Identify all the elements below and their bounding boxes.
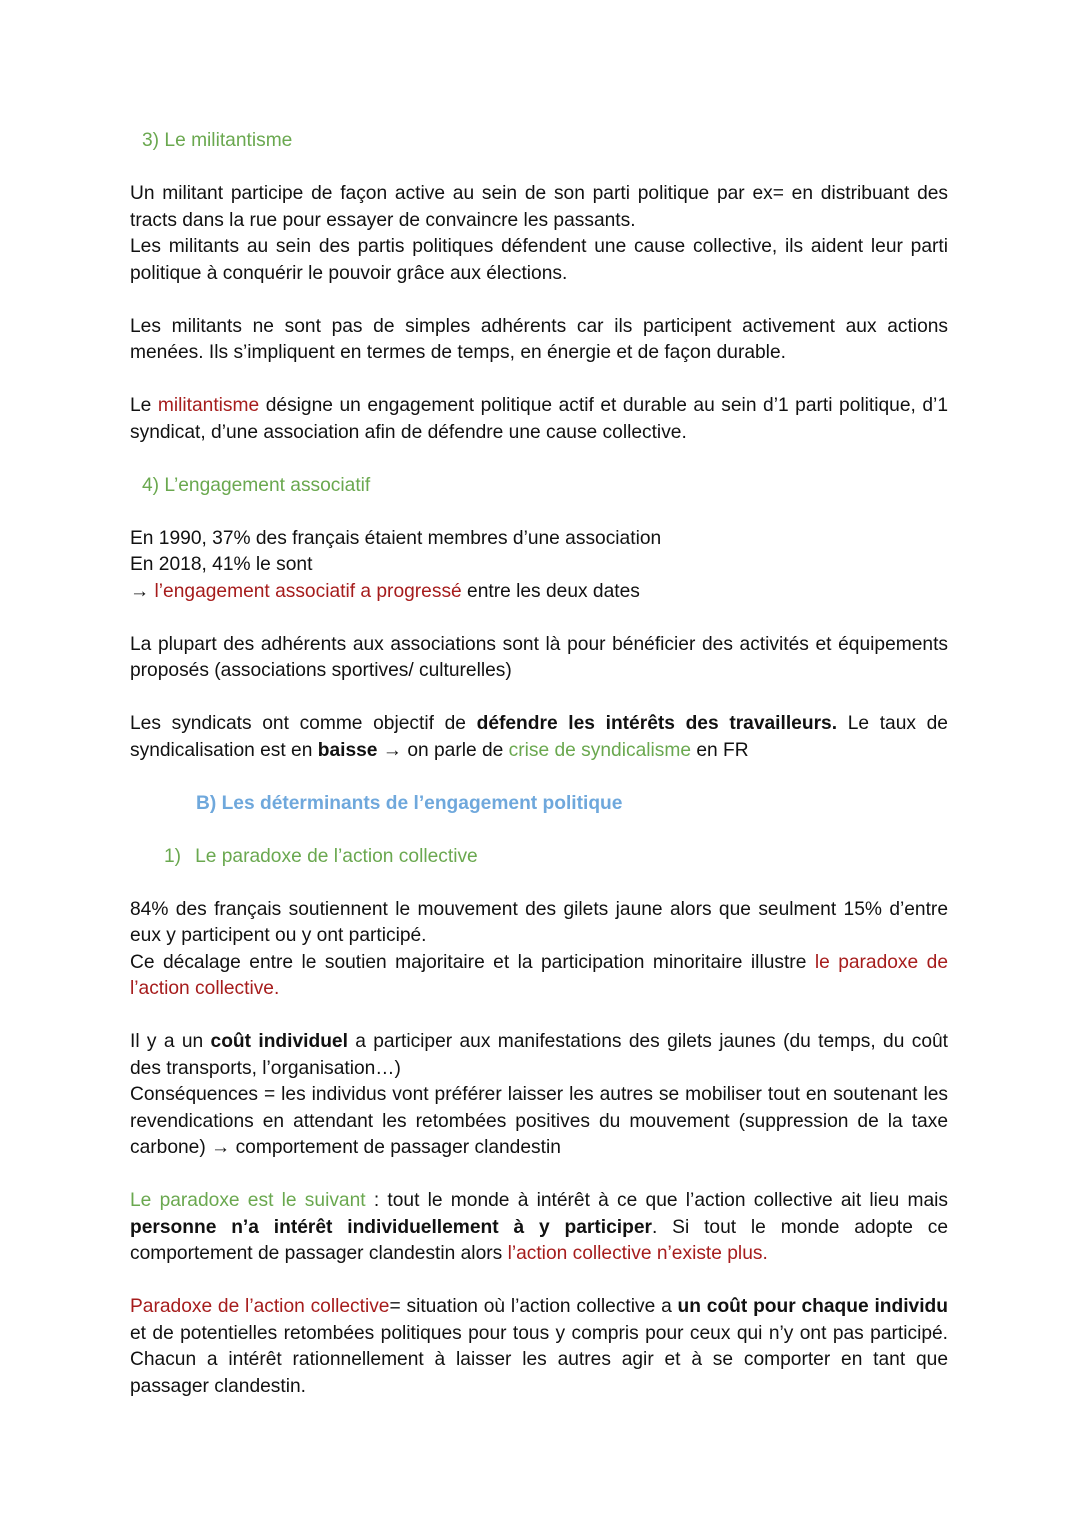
bold-personne-interet: personne n’a intérêt individuellement à y participer xyxy=(130,1216,652,1238)
heading-paradoxe xyxy=(130,844,948,871)
heading-title: Le paradoxe de l’action collective xyxy=(195,845,478,867)
text-segment: Le taux de syndicalisation est en xyxy=(130,713,948,761)
paragraph-paradoxe-def xyxy=(130,1294,948,1400)
text-militant-cause: Les militants au sein des partis politiques défendent une cause collective, ils aident leur parti politique à conquérir le pouvoir grâce aux élections. xyxy=(130,236,948,284)
text-segment: désigne un engagement politique actif et durable au sein d’1 parti politique, d’1 syndicat, d’une association afin de défendre une cause collective. xyxy=(130,395,948,443)
paragraph-militant-1 xyxy=(130,181,948,287)
text-consequences: Conséquences = les individus vont préférer laisser les autres se mobiliser tout en soutenant les revendications en attendant les retombées positives du mouvement (suppression de la taxe carbone) → comportement de passager clandestin xyxy=(130,1084,948,1158)
text-segment: en FR xyxy=(691,739,749,761)
heading-determinants: B) Les déterminants de l’engagement politique xyxy=(196,792,623,814)
term-paradoxe-suivant: Le paradoxe est le suivant xyxy=(130,1190,366,1211)
text-segment: Ce décalage entre le soutien majoritaire et la participation minoritaire illustre xyxy=(130,951,815,973)
paragraph-gilets-jaunes xyxy=(130,897,948,1003)
text-segment: → on parle de xyxy=(377,739,509,761)
term-paradoxe-definition: Paradoxe de l’action collective xyxy=(130,1296,390,1317)
text-segment: . Si tout le monde adopte ce comportement de passager clandestin alors xyxy=(130,1216,949,1264)
heading-militantisme: 3) Le militantisme xyxy=(142,130,293,151)
bold-baisse: baisse xyxy=(317,739,378,761)
text-segment: Les syndicats ont comme objectif de xyxy=(130,713,477,734)
term-militantisme: militantisme xyxy=(157,395,260,416)
paragraph-stats xyxy=(130,526,948,606)
text-segment: = situation où l’action collective a xyxy=(389,1296,678,1317)
text-militant-definition: Un militant participe de façon active au sein de son parti politique par ex= en distribuant des tracts dans la rue pour essayer de convaincre les passants. xyxy=(130,183,948,231)
term-paradoxe-action: le paradoxe de l’action collective. xyxy=(130,951,948,999)
paragraph-paradoxe-suivant xyxy=(130,1188,948,1268)
term-engagement-progresse: l’engagement associatif a progressé xyxy=(154,580,462,602)
heading-number: 1) xyxy=(164,845,182,867)
heading-engagement-associatif: 4) L’engagement associatif xyxy=(142,474,371,496)
bold-defendre-interets: défendre les intérêts des travailleurs. xyxy=(476,713,838,734)
term-action-nexiste-plus: l’action collective n’existe plus. xyxy=(507,1243,768,1264)
paragraph-cout-individuel xyxy=(130,1029,948,1162)
stat-1990: En 1990, 37% des français étaient membres d’une association xyxy=(130,527,662,549)
text-segment: Le xyxy=(130,395,158,416)
bold-cout-chaque-individu: un coût pour chaque individu xyxy=(677,1296,948,1317)
term-crise-syndicalisme: crise de syndicalisme xyxy=(508,739,692,761)
paragraph-militantisme-def xyxy=(130,393,948,446)
text-segment: et de potentielles retombées politiques pour tous y compris pour ceux qui n’y ont pas participé. Chacun a intérêt rationnellement à laisser les autres agir et à se comporter en tant que passager clandestin. xyxy=(130,1322,948,1397)
stat-2018: En 2018, 41% le sont xyxy=(130,554,313,575)
text-soutien-stats: 84% des français soutiennent le mouvement des gilets jaune alors que seulment 15% d’entre eux y participent ou y ont participé. xyxy=(130,898,948,946)
text-segment: Il y a un xyxy=(130,1031,211,1052)
document-page xyxy=(130,128,948,1400)
paragraph-syndicats xyxy=(130,711,948,764)
bold-cout-individuel: coût individuel xyxy=(210,1031,348,1052)
text-segment: a participer aux manifestations des gilets jaunes (du temps, du coût des transports, l’organisation…) xyxy=(130,1031,948,1079)
arrow-glyph: → xyxy=(130,580,155,602)
text-segment: entre les deux dates xyxy=(461,580,640,602)
text-segment: : tout le monde à intérêt à ce que l’action collective ait lieu mais xyxy=(365,1190,948,1211)
paragraph-adherents: La plupart des adhérents aux associations sont là pour bénéficier des activités et équipements proposés (associations sportives/ culturelles) xyxy=(130,633,948,681)
paragraph-militant-2: Les militants ne sont pas de simples adhérents car ils participent activement aux actions menées. Ils s’impliquent en termes de temps, en énergie et de façon durable. xyxy=(130,315,948,363)
